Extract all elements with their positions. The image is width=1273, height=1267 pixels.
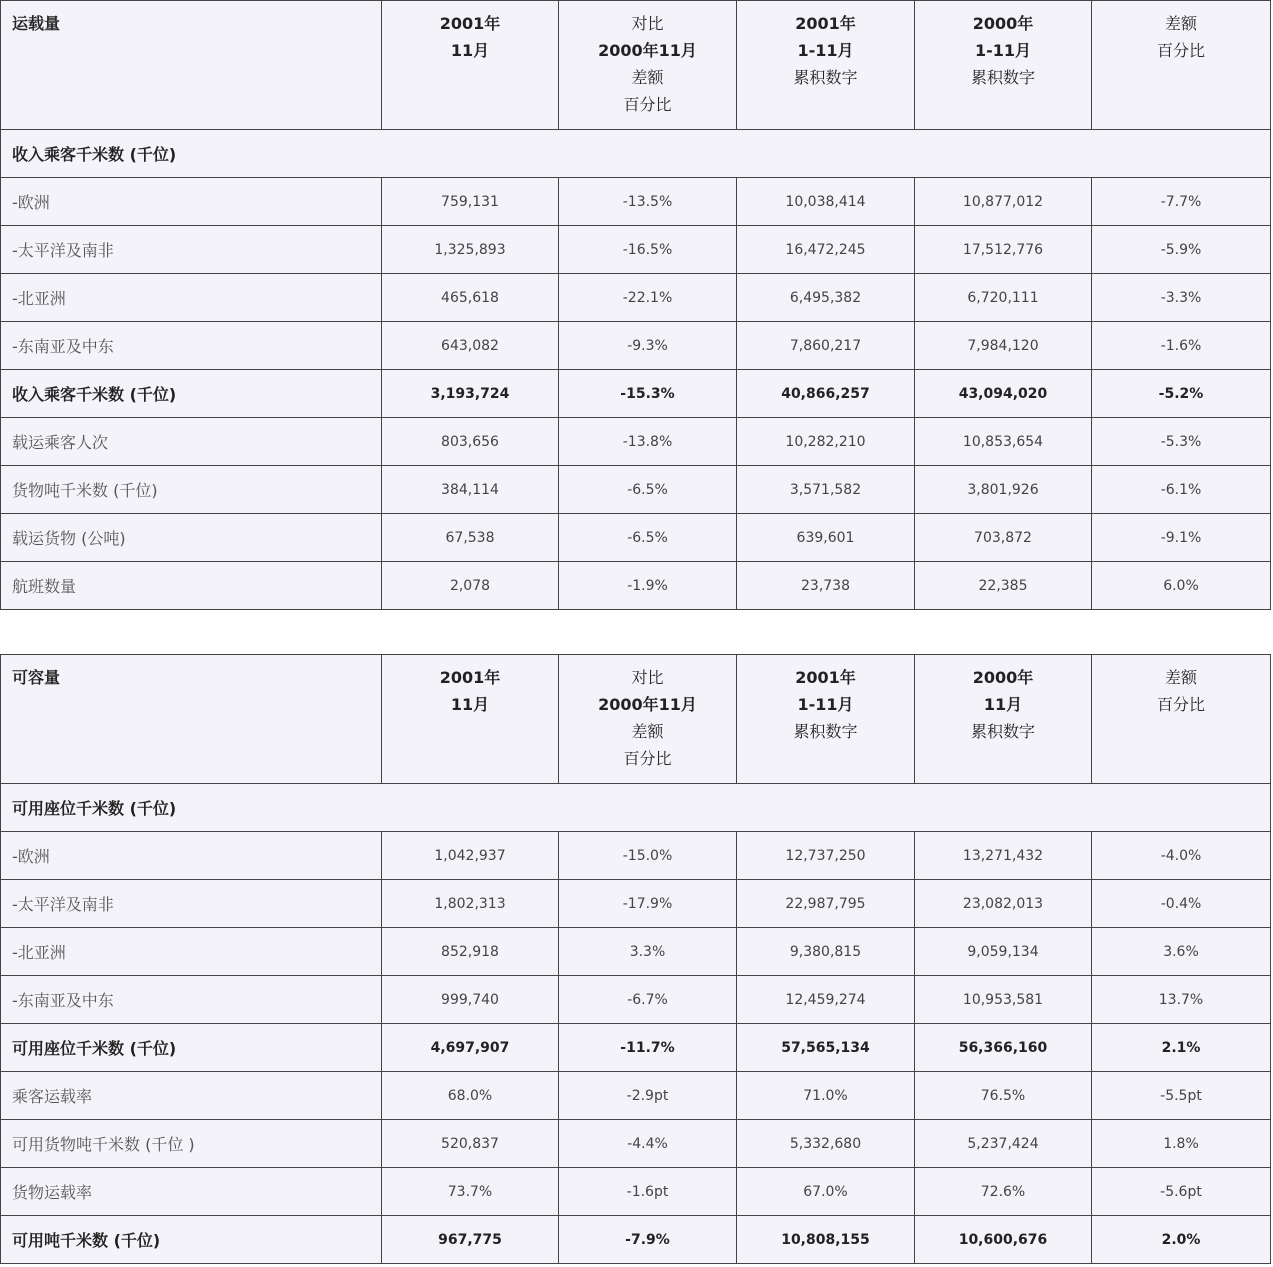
table-cell: 4,697,907 (382, 1024, 559, 1072)
table-cell: -15.3% (559, 370, 737, 418)
table-cell: -13.5% (559, 178, 737, 226)
table-cell: 7,860,217 (737, 322, 915, 370)
table-row (1, 1024, 1271, 1072)
row-label: -北亚洲 (1, 274, 382, 322)
table-row (1, 832, 1271, 880)
table-cell: 703,872 (915, 514, 1092, 562)
header-line: 累积数字 (970, 722, 1035, 741)
header-line: 对比 (631, 14, 664, 33)
table-title-cell (1, 1, 382, 130)
section-title: 收入乘客千米数 (千位) (1, 130, 1271, 178)
table-row (1, 514, 1271, 562)
header-line: 百分比 (1156, 41, 1205, 60)
header-line: 2001年 (439, 668, 501, 687)
row-label: 收入乘客千米数 (千位) (1, 370, 382, 418)
header-line: 百分比 (623, 95, 672, 114)
table-cell: -5.9% (1092, 226, 1271, 274)
header-line: 差额 (631, 722, 664, 741)
header-line: 11月 (983, 695, 1023, 714)
section-row (1, 130, 1271, 178)
table-cell: 2,078 (382, 562, 559, 610)
header-line: 1-11月 (797, 695, 854, 714)
row-label: -欧洲 (1, 178, 382, 226)
header-line: 差额 (1164, 668, 1197, 687)
row-label: 可用货物吨千米数 (千位 ) (1, 1120, 382, 1168)
table-cell: 10,853,654 (915, 418, 1092, 466)
table-cell: 73.7% (382, 1168, 559, 1216)
column-header (559, 655, 737, 784)
row-label: -太平洋及南非 (1, 226, 382, 274)
table-cell: 10,038,414 (737, 178, 915, 226)
table-cell: -0.4% (1092, 880, 1271, 928)
table-cell: 10,808,155 (737, 1216, 915, 1264)
table-cell: -6.5% (559, 466, 737, 514)
header-line: 2000年 (972, 668, 1034, 687)
table-cell: 10,953,581 (915, 976, 1092, 1024)
header-line: 1-11月 (797, 41, 854, 60)
table-cell: 3,801,926 (915, 466, 1092, 514)
table-cell: 13.7% (1092, 976, 1271, 1024)
row-label: -东南亚及中东 (1, 322, 382, 370)
table-cell: 3,193,724 (382, 370, 559, 418)
header-line: 2001年 (795, 14, 856, 33)
table-cell: 639,601 (737, 514, 915, 562)
table-cell: 72.6% (915, 1168, 1092, 1216)
table-cell: -16.5% (559, 226, 737, 274)
table-cell: 759,131 (382, 178, 559, 226)
table-cell: 520,837 (382, 1120, 559, 1168)
table-cell: 5,237,424 (915, 1120, 1092, 1168)
table-cell: 803,656 (382, 418, 559, 466)
table-row (1, 1072, 1271, 1120)
table-row (1, 976, 1271, 1024)
table-cell: 22,385 (915, 562, 1092, 610)
column-header (1092, 655, 1271, 784)
header-line: 2001年 (795, 668, 856, 687)
traffic-table (0, 0, 1271, 610)
header-line: 百分比 (623, 749, 672, 768)
table-cell: -4.4% (559, 1120, 737, 1168)
table-cell: 6,720,111 (915, 274, 1092, 322)
table-cell: -1.9% (559, 562, 737, 610)
table-cell: 3,571,582 (737, 466, 915, 514)
row-label: 乘客运载率 (1, 1072, 382, 1120)
table-cell: 3.3% (559, 928, 737, 976)
table-cell: 384,114 (382, 466, 559, 514)
table-cell: -5.6pt (1092, 1168, 1271, 1216)
table-cell: -1.6pt (559, 1168, 737, 1216)
header-row (1, 1, 1271, 130)
table-cell: 43,094,020 (915, 370, 1092, 418)
table-cell: 2.1% (1092, 1024, 1271, 1072)
row-label: 航班数量 (1, 562, 382, 610)
column-header (915, 1, 1092, 130)
row-label: -北亚洲 (1, 928, 382, 976)
table-row (1, 1120, 1271, 1168)
table-cell: 643,082 (382, 322, 559, 370)
table-title-cell (1, 655, 382, 784)
table-cell: 1,802,313 (382, 880, 559, 928)
row-label: 可用座位千米数 (千位) (1, 1024, 382, 1072)
table-cell: 76.5% (915, 1072, 1092, 1120)
table-cell: 6,495,382 (737, 274, 915, 322)
table-cell: 9,059,134 (915, 928, 1092, 976)
table-cell: 13,271,432 (915, 832, 1092, 880)
row-label: 货物运载率 (1, 1168, 382, 1216)
table-row (1, 226, 1271, 274)
section-title: 可用座位千米数 (千位) (1, 784, 1271, 832)
table-cell: -9.3% (559, 322, 737, 370)
table-cell: 1,042,937 (382, 832, 559, 880)
table-cell: 3.6% (1092, 928, 1271, 976)
table-row (1, 562, 1271, 610)
table-cell: 23,738 (737, 562, 915, 610)
table-cell: 67,538 (382, 514, 559, 562)
table-cell: 6.0% (1092, 562, 1271, 610)
table-cell: -5.5pt (1092, 1072, 1271, 1120)
column-header (382, 655, 559, 784)
table-row (1, 322, 1271, 370)
table-row (1, 1168, 1271, 1216)
table-row (1, 178, 1271, 226)
table-cell: 10,282,210 (737, 418, 915, 466)
table-cell: -6.7% (559, 976, 737, 1024)
header-line: 累积数字 (793, 68, 858, 87)
column-header (382, 1, 559, 130)
header-line: 11月 (450, 41, 490, 60)
header-line: 运载量 (12, 14, 61, 33)
table-cell: -2.9pt (559, 1072, 737, 1120)
header-line: 差额 (631, 68, 664, 87)
header-line: 11月 (450, 695, 490, 714)
table-cell: -9.1% (1092, 514, 1271, 562)
table-row (1, 418, 1271, 466)
table-cell: 10,600,676 (915, 1216, 1092, 1264)
row-label: 载运乘客人次 (1, 418, 382, 466)
table-cell: 57,565,134 (737, 1024, 915, 1072)
table-cell: 12,737,250 (737, 832, 915, 880)
row-label: -太平洋及南非 (1, 880, 382, 928)
table-row (1, 466, 1271, 514)
table-cell: 10,877,012 (915, 178, 1092, 226)
table-cell: 16,472,245 (737, 226, 915, 274)
table-cell: -6.5% (559, 514, 737, 562)
table-cell: -7.9% (559, 1216, 737, 1264)
table-row (1, 880, 1271, 928)
header-line: 差额 (1164, 14, 1197, 33)
header-row (1, 655, 1271, 784)
table-cell: 1.8% (1092, 1120, 1271, 1168)
table-cell: -15.0% (559, 832, 737, 880)
column-header (1092, 1, 1271, 130)
table-cell: -6.1% (1092, 466, 1271, 514)
table-cell: 852,918 (382, 928, 559, 976)
column-header (559, 1, 737, 130)
header-line: 2000年11月 (598, 695, 697, 714)
table-row (1, 370, 1271, 418)
table-cell: 999,740 (382, 976, 559, 1024)
section-row (1, 784, 1271, 832)
table-cell: 17,512,776 (915, 226, 1092, 274)
table-row (1, 928, 1271, 976)
header-line: 对比 (631, 668, 664, 687)
header-line: 2000年 (972, 14, 1034, 33)
header-line: 百分比 (1156, 695, 1205, 714)
table-cell: 2.0% (1092, 1216, 1271, 1264)
column-header (737, 1, 915, 130)
table-cell: -17.9% (559, 880, 737, 928)
capacity-table (0, 654, 1271, 1264)
table-cell: -7.7% (1092, 178, 1271, 226)
header-line: 1-11月 (974, 41, 1032, 60)
row-label: 载运货物 (公吨) (1, 514, 382, 562)
header-line: 可容量 (12, 668, 61, 687)
header-line: 累积数字 (793, 722, 858, 741)
table-cell: 7,984,120 (915, 322, 1092, 370)
table-cell: -1.6% (1092, 322, 1271, 370)
row-label: -欧洲 (1, 832, 382, 880)
table-cell: 56,366,160 (915, 1024, 1092, 1072)
row-label: 货物吨千米数 (千位) (1, 466, 382, 514)
table-cell: 967,775 (382, 1216, 559, 1264)
header-line: 2000年11月 (598, 41, 697, 60)
row-label: 可用吨千米数 (千位) (1, 1216, 382, 1264)
table-cell: 465,618 (382, 274, 559, 322)
table-cell: 68.0% (382, 1072, 559, 1120)
table-cell: -5.2% (1092, 370, 1271, 418)
table-cell: 5,332,680 (737, 1120, 915, 1168)
row-label: -东南亚及中东 (1, 976, 382, 1024)
table-cell: -22.1% (559, 274, 737, 322)
header-line: 2001年 (439, 14, 501, 33)
table-cell: -3.3% (1092, 274, 1271, 322)
table-cell: -11.7% (559, 1024, 737, 1072)
table-cell: 12,459,274 (737, 976, 915, 1024)
table-cell: -13.8% (559, 418, 737, 466)
table-cell: 23,082,013 (915, 880, 1092, 928)
table-cell: -5.3% (1092, 418, 1271, 466)
column-header (737, 655, 915, 784)
table-cell: 71.0% (737, 1072, 915, 1120)
table-cell: 22,987,795 (737, 880, 915, 928)
table-cell: 40,866,257 (737, 370, 915, 418)
table-row (1, 1216, 1271, 1264)
column-header (915, 655, 1092, 784)
table-cell: -4.0% (1092, 832, 1271, 880)
header-line: 累积数字 (970, 68, 1035, 87)
table-cell: 1,325,893 (382, 226, 559, 274)
table-row (1, 274, 1271, 322)
table-cell: 9,380,815 (737, 928, 915, 976)
table-cell: 67.0% (737, 1168, 915, 1216)
